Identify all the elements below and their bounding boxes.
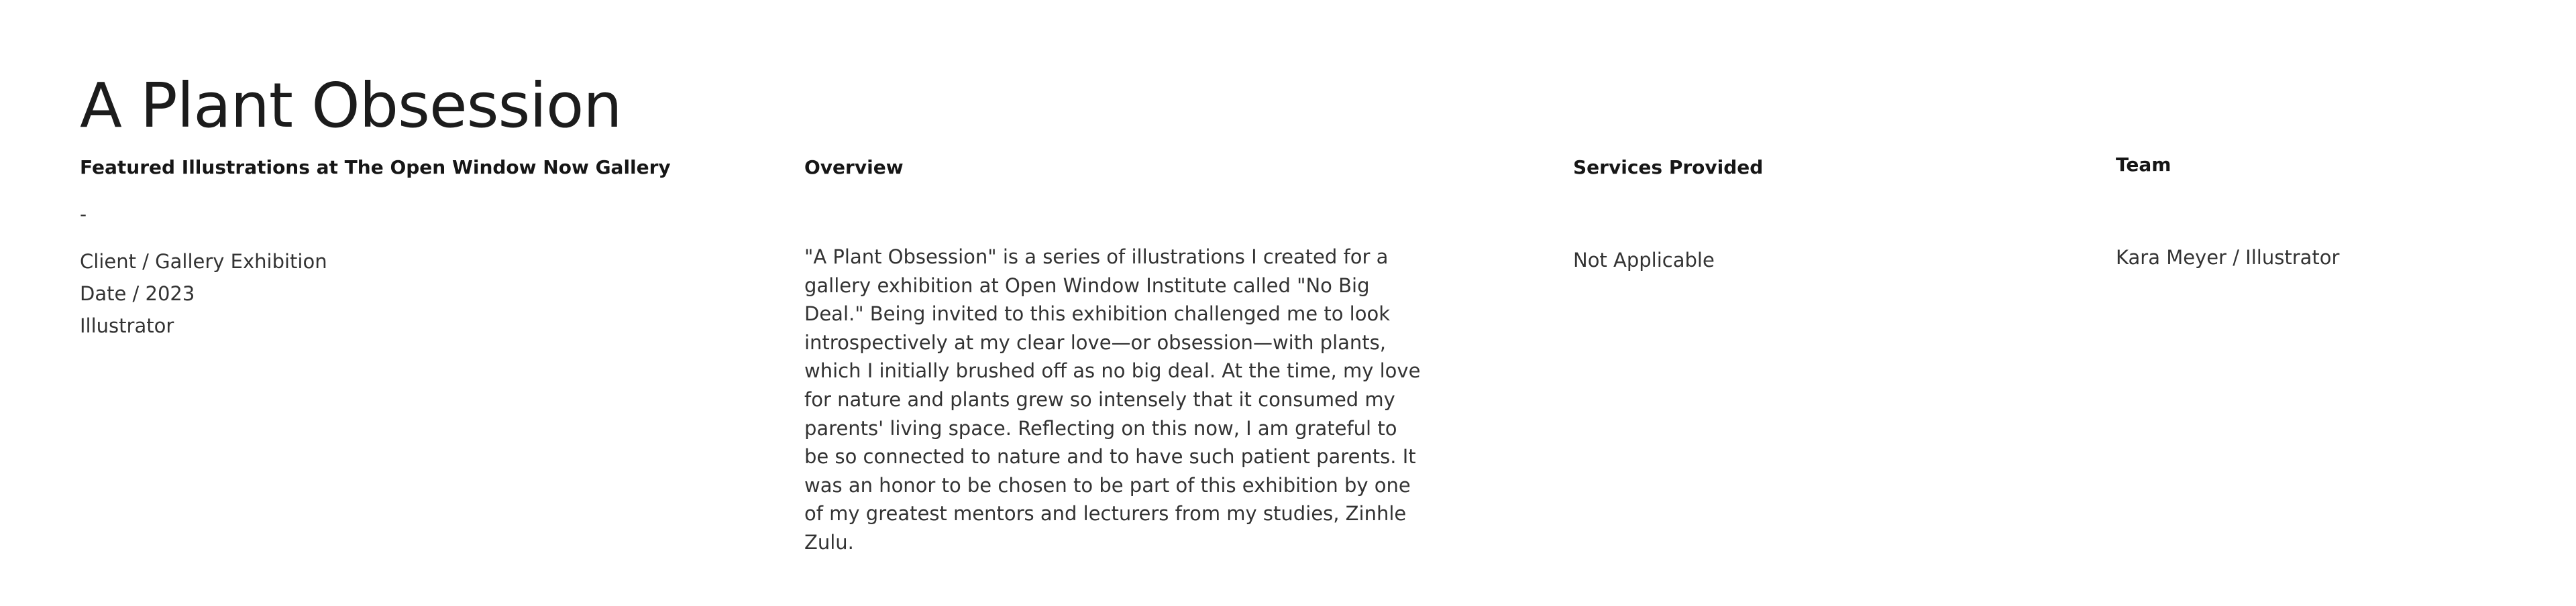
team-member: Kara Meyer / Illustrator — [2116, 246, 2340, 269]
services-column — [1573, 154, 2043, 271]
meta-role: Illustrator — [80, 314, 174, 337]
team-column — [2116, 152, 2518, 269]
services-value: Not Applicable — [1573, 249, 1715, 271]
meta-date: Date / 2023 — [80, 282, 195, 305]
services-heading: Services Provided — [1573, 156, 1764, 178]
separator-dash: - — [80, 203, 87, 225]
overview-paragraph: "A Plant Obsession" is a series of illustrations I created for a gallery exhibition at Open Window Institute called "No Big Deal." Being invited to this exhibition challenged me to look introspectively at my clear love—or obsession—with plants, which I initially brushed off as no big deal. At the time, my love for nature and plants grew so intensely that it consumed my parents' living space. Reflecting on this now, I am grateful to be so connected to nature and to have such patient parents. It was an honor to be chosen to be part of this exhibition by one of my greatest mentors and lecturers from my studies, Zinhle Zulu. — [804, 245, 1421, 554]
project-meta-list — [80, 245, 327, 342]
featured-heading: Featured Illustrations at The Open Window Now Gallery — [80, 156, 671, 178]
page-title: A Plant Obsession — [80, 70, 622, 141]
team-heading: Team — [2116, 154, 2171, 176]
meta-client: Client / Gallery Exhibition — [80, 250, 327, 273]
overview-heading: Overview — [804, 156, 904, 178]
featured-column — [80, 154, 751, 337]
overview-column — [804, 154, 1421, 554]
